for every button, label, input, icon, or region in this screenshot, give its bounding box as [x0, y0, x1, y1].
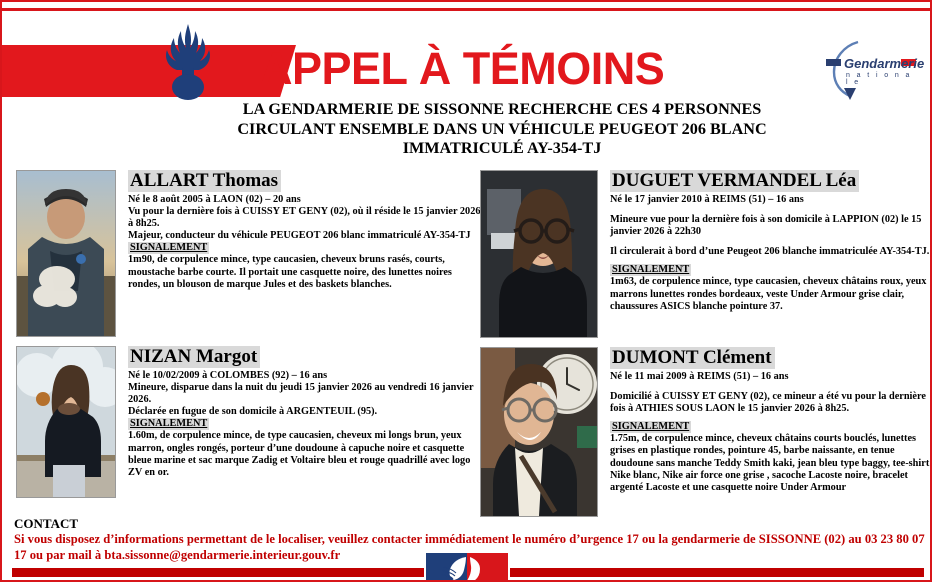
person-line: Déclarée en fugue de son domicile à ARGENTEUIL (95).	[128, 406, 378, 418]
person-line: Mineure vue pour la dernière fois à son domicile à LAPPION (02) le 15 janvier 2026 à 22h30	[610, 214, 922, 238]
contact-title: CONTACT	[14, 516, 79, 531]
person-name: ALLART Thomas	[128, 170, 281, 192]
photo-girl-black-puffer-snow	[16, 346, 116, 498]
french-republic-marianne-flag-icon	[426, 553, 508, 582]
person-details	[116, 346, 482, 479]
signalement-label: SIGNALEMENT	[130, 418, 208, 430]
persons-column-right	[480, 170, 932, 517]
person-card	[16, 170, 482, 337]
signalement-label: SIGNALEMENT	[130, 242, 208, 254]
person-line: Vu pour la dernière fois à CUISSY ET GENY (02), où il réside le 15 janvier 2026 à 8h25.	[128, 206, 481, 230]
person-details	[116, 170, 482, 291]
subtitle-line-1: LA GENDARMERIE DE SISSONNE RECHERCHE CES 4 PERSONNES	[242, 100, 762, 118]
logo-swoosh-icon	[814, 40, 918, 102]
person-name: DUGUET VERMANDEL Léa	[610, 170, 859, 192]
logo-blue-dash-icon	[826, 59, 841, 66]
person-details	[598, 347, 932, 494]
subtitle-line-3: IMMATRICULÉ AY-354-TJ	[402, 139, 602, 157]
signalement-label: SIGNALEMENT	[612, 421, 690, 433]
person-details	[598, 170, 932, 313]
persons-column-left	[16, 170, 482, 498]
gendarmerie-flaming-grenade-icon	[152, 22, 224, 100]
person-line: Il circulerait à bord d’une Peugeot 206 blanche immatriculée AY-354-TJ.	[610, 246, 930, 258]
photo-young-man-glasses-clock	[480, 347, 598, 517]
signalement-text: 1.60m, de corpulence mince, de type caucasien, cheveux mi longs brun, yeux marron, ongles rongés, porteur d’une doudoune à capuche noire et casquette bleue marine et sac marque Zadig et Voltaire bleu et rouge quadrillé avec logo ZV en or.	[128, 430, 471, 478]
poster-subtitle	[152, 100, 852, 159]
person-card	[480, 170, 932, 338]
signalement-text: 1m90, de corpulence mince, type caucasien, cheveux bruns rasés, courts, moustache barbe courte. Il portait une casquette noire, des lunettes noires rondes, un blouson de marque Jules et des baskets blanches.	[128, 254, 452, 290]
person-line: Né le 10/02/2009 à COLOMBES (92) – 16 ans	[128, 370, 328, 381]
column-spacer	[480, 338, 932, 347]
footer-bar-left	[12, 568, 424, 577]
person-line: Majeur, conducteur du véhicule PEUGEOT 206 blanc immatriculé AY-354-TJ	[128, 230, 471, 242]
person-name: DUMONT Clément	[610, 347, 775, 369]
person-line: Mineure, disparue dans la nuit du jeudi 15 janvier 2026 au vendredi 16 janvier 2026.	[128, 382, 474, 406]
signalement-text: 1m63, de corpulence mince, type caucasien, cheveux châtains roux, yeux marrons lunettes rondes bordeaux, veste Under Armour grise clair, chaussures ASICS blanche pointure 37.	[610, 276, 927, 312]
gendarmerie-nationale-logo-icon	[814, 40, 925, 102]
person-name: NIZAN Margot	[128, 346, 260, 368]
contact-text: Si vous disposez d’informations permettant de le localiser, veuillez contacter immédiatement le numéro d’urgence 17 ou la gendarmerie de SISSONNE (02) au 03 23 80 07 17 ou par mail à bta.sissonne@gendarmerie.interieur.gouv.fr	[14, 532, 925, 562]
person-line: Né le 17 janvier 2010 à REIMS (51) – 16 ans	[610, 194, 804, 205]
person-card	[480, 347, 932, 517]
column-spacer	[16, 337, 482, 346]
page-title: APPEL À TÉMOINS	[260, 43, 665, 94]
signalement-label: SIGNALEMENT	[612, 264, 690, 276]
logo-name: Gendarmerie	[844, 56, 925, 71]
header-top-rule	[2, 8, 930, 11]
person-card	[16, 346, 482, 498]
footer-bar-right	[510, 568, 924, 577]
subtitle-line-2: CIRCULANT ENSEMBLE DANS UN VÉHICULE PEUGEOT 206 BLANC	[237, 119, 767, 138]
person-line: Né le 11 mai 2009 à REIMS (51) – 16 ans	[610, 371, 789, 382]
header-red-band	[2, 45, 264, 97]
person-line: Né le 8 août 2005 à LAON (02) – 20 ans	[128, 194, 301, 205]
person-line: Domicilié à CUISSY ET GENY (02), ce mineur a été vu pour la dernière fois à ATHIES SOUS LAON le 15 janvier 2026 à 8h25.	[610, 391, 926, 415]
photo-girl-round-glasses	[480, 170, 598, 338]
poster-header	[2, 2, 930, 98]
logo-subtitle: n a t i o n a l e	[846, 72, 912, 86]
signalement-text: 1.75m, de corpulence mince, cheveux châtains courts bouclés, lunettes grises en plastique rondes, pointure 45, barbe naissante, en tenue doudoune sans manche Teddy Smith kaki, jean bleu type baggy, tee-shirt Nike blanc, Nike air force one grise , sacoche Lacoste noire, bracelet argenté Lacoste et une casquette noire Under Armour	[610, 433, 930, 493]
photo-man-cap-bouquet	[16, 170, 116, 337]
